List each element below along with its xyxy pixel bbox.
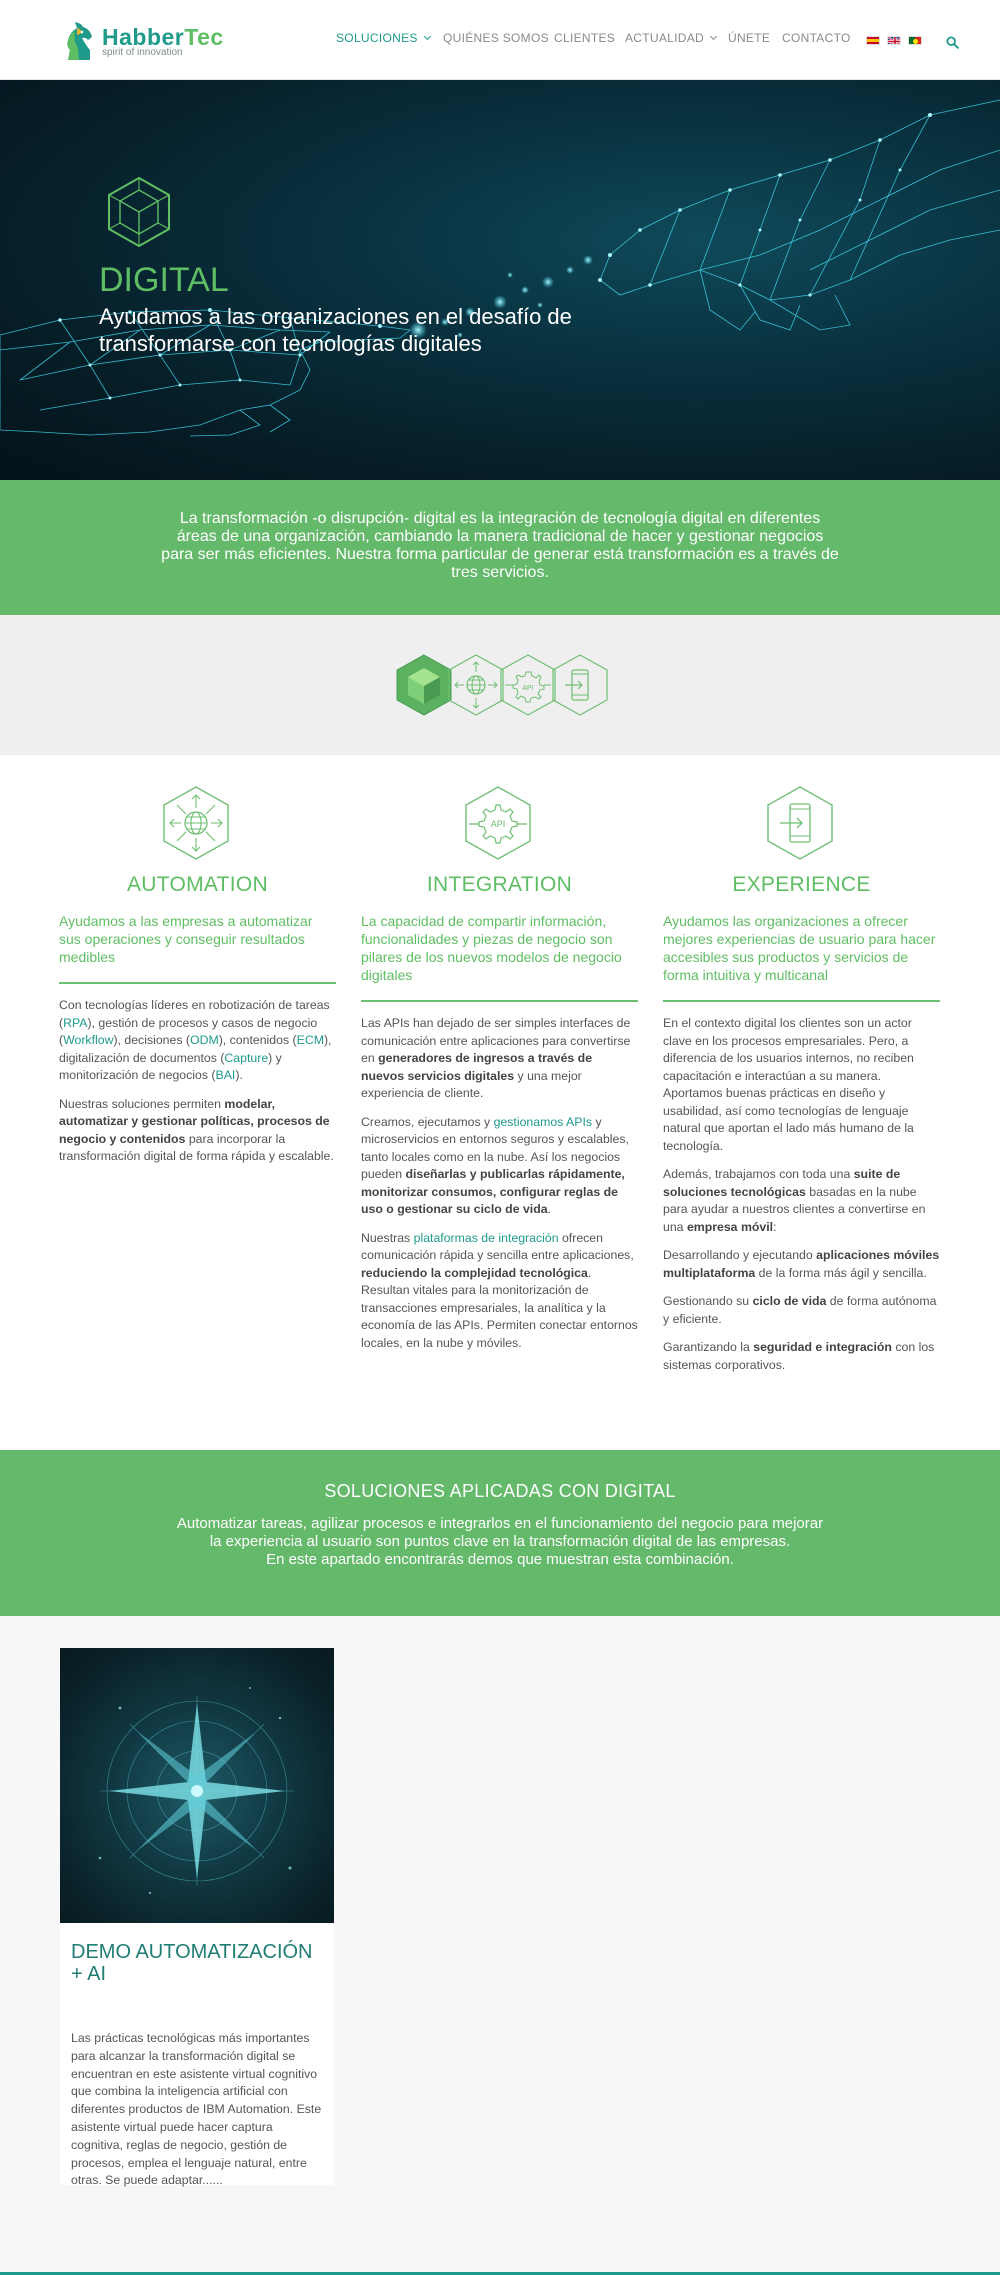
uk-flag-icon[interactable] bbox=[887, 36, 901, 45]
uk-flag-graphic bbox=[888, 37, 901, 45]
automation-lead: Ayudamos a las empresas a automatizar sus operaciones y conseguir resultados medibles bbox=[59, 913, 313, 965]
automation-title: AUTOMATION bbox=[126, 873, 269, 896]
integration-title: INTEGRATION bbox=[426, 873, 573, 896]
experience-body bbox=[663, 1015, 940, 1385]
nav-unete[interactable]: ÚNETE bbox=[728, 31, 771, 45]
integration-paragraph: Las APIs han dejado de ser simples interfaces de comunicación entre aplicaciones para convertirse en generadores de ingresos a través de nuevos servicios digitales y una mejor experiencia de cliente. bbox=[361, 1016, 631, 1100]
mobile-login-icon bbox=[765, 785, 835, 861]
services-section bbox=[0, 755, 1000, 1450]
es-flag-icon[interactable] bbox=[866, 36, 880, 45]
site-header bbox=[0, 0, 1000, 80]
demo-card-title[interactable]: DEMO AUTOMATIZACIÓN + AI bbox=[71, 1941, 313, 1985]
divider bbox=[663, 1000, 940, 1002]
automation-paragraph: Nuestras soluciones permiten modelar, automatizar y gestionar políticas, procesos de negocio y contenidos para incorporar la transformación digital de forma rápida y escalable. bbox=[59, 1096, 334, 1163]
hero-subtitle: Ayudamos a las organizaciones en el desafío de transformarse con tecnologías digitales bbox=[99, 304, 572, 356]
nav-actualidad[interactable]: ACTUALIDAD bbox=[625, 31, 716, 45]
experience-paragraph: En el contexto digital los clientes son un actor clave en los procesos empresariales. Pero, a diferencia de los usuarios internos, no reciben capacitación e interactúan a su manera. Aportamos buenas prácticas en diseño y usabilidad, así como tecnologías de lenguaje natural que aportan el lado más humano de la tecnología. bbox=[663, 1016, 914, 1153]
globe-arrows-icon bbox=[161, 785, 231, 861]
experience-paragraph: Garantizando la seguridad e integración con los sistemas corporativos. bbox=[663, 1340, 935, 1372]
rpa-link[interactable]: RPA bbox=[63, 1015, 88, 1030]
odm-link[interactable]: ODM bbox=[190, 1033, 219, 1047]
brand-tagline: spirit of innovation bbox=[102, 47, 183, 58]
cube-icon bbox=[106, 176, 172, 248]
chevron-down-icon bbox=[710, 33, 717, 40]
nav-soluciones[interactable]: SOLUCIONES bbox=[336, 31, 430, 45]
integration-paragraph: Nuestras plataformas de integración ofrecen comunicación rápida y sencilla entre aplicaciones, reduciendo la complejidad tecnológica. Resultan vitales para la monitorización de transacciones empresariales, la analítica y la economía de las APIs. Permiten conectar entornos locales, en la nube y móviles. bbox=[361, 1230, 638, 1350]
demos-section bbox=[0, 1616, 1000, 2266]
ecm-link[interactable]: ECM bbox=[296, 1033, 324, 1047]
applied-solutions-band bbox=[0, 1450, 1000, 1616]
api-gear-icon bbox=[463, 785, 533, 861]
experience-paragraph: Gestionando su ciclo de vida de forma autónoma y eficiente. bbox=[663, 1294, 937, 1326]
gestionamos-apis-link[interactable]: gestionamos APIs bbox=[493, 1114, 593, 1129]
bai-link[interactable]: BAI bbox=[215, 1068, 236, 1082]
hero-title: DIGITAL bbox=[99, 261, 229, 299]
integration-lead: La capacidad de compartir información, funcionalidades y piezas de negocio son pilares de los nuevos modelos de negocio digitales bbox=[361, 913, 622, 983]
integration-paragraph: Creamos, ejecutamos y gestionamos APIs y microservicios en entornos seguros y escalables, tanto locales como en la nube. Así los negocios pueden diseñarlas y publicarlas rápidamente, monitorizar consumos, configurar reglas de uso o gestionar su ciclo de vida. bbox=[361, 1114, 629, 1216]
hero-banner bbox=[0, 80, 1000, 480]
divider bbox=[59, 982, 336, 984]
nav-quienes-somos[interactable]: QUIÉNES SOMOS bbox=[443, 31, 549, 45]
nav-clientes[interactable]: CLIENTES bbox=[554, 31, 616, 45]
automation-body bbox=[59, 997, 336, 1177]
experience-lead: Ayudamos las organizaciones a ofrecer mejores experiencias de usuario para hacer accesibles sus productos y servicios de forma intuitiva y multicanal bbox=[663, 913, 936, 983]
pt-flag-icon[interactable] bbox=[908, 36, 922, 45]
applied-text-line: Automatizar tareas, agilizar procesos e integrarlos en el funcionamiento del negocio para mejorar la experiencia al usuario son puntos clave en la transformación digital de las empresas. bbox=[176, 1515, 824, 1550]
experience-title: EXPERIENCE bbox=[732, 873, 871, 896]
svg-text:API: API bbox=[490, 819, 506, 829]
compass-star-icon bbox=[60, 1648, 334, 1923]
demo-card-image bbox=[60, 1648, 334, 1923]
service-hex-strip bbox=[0, 615, 1000, 755]
search-icon[interactable] bbox=[946, 36, 959, 49]
experience-paragraph: Además, trabajamos con toda una suite de soluciones tecnológicas basadas en la nube para ayudar a nuestros clientes a convertirse en una empresa móvil: bbox=[663, 1167, 926, 1234]
nav-contacto[interactable]: CONTACTO bbox=[782, 31, 851, 45]
svg-text:API: API bbox=[522, 685, 534, 692]
horse-chess-logo-icon bbox=[62, 20, 98, 62]
brand-logo[interactable] bbox=[62, 20, 242, 62]
cube-icon[interactable] bbox=[395, 654, 453, 716]
api-gear-icon[interactable] bbox=[499, 654, 557, 716]
experience-paragraph: Desarrollando y ejecutando aplicaciones móviles multiplataforma de la forma más ágil y sencilla. bbox=[663, 1248, 940, 1280]
automation-paragraph: Con tecnologías líderes en robotización de tareas (RPA), gestión de procesos y casos de negocio (Workflow), decisiones (ODM), contenidos (ECM), digitalización de documentos (Capture) y monitorización de negocios (BAI). bbox=[59, 998, 332, 1082]
brand-name: HabberTec bbox=[102, 24, 224, 50]
capture-link[interactable]: Capture bbox=[224, 1050, 269, 1065]
demo-card-text: Las prácticas tecnológicas más importantes para alcanzar la transformación digital se encuentran en este asistente virtual cognitivo que combina la inteligencia artificial con diferentes productos de IBM Automation. Este asistente virtual puede hacer captura cognitiva, reglas de negocio, gestión de procesos, emplea el lenguaje natural, entre otras. Se puede adaptar...... bbox=[71, 2031, 322, 2188]
demo-card[interactable] bbox=[60, 1648, 334, 2188]
applied-text-line: En este apartado encontrarás demos que muestran esta combinación. bbox=[266, 1551, 734, 1568]
plataformas-integracion-link[interactable]: plataformas de integración bbox=[413, 1230, 559, 1245]
chevron-down-icon bbox=[424, 33, 431, 40]
divider bbox=[361, 1000, 638, 1002]
mobile-login-icon[interactable] bbox=[551, 654, 609, 716]
intro-text: La transformación -o disrupción- digital es la integración de tecnología digital en diferentes áreas de una organización, cambiando la manera tradicional de hacer y gestionar negocios para ser más eficientes. Nuestra forma particular de generar está transformación es a través de tres servicios. bbox=[161, 510, 839, 581]
applied-title: SOLUCIONES APLICADAS CON DIGITAL bbox=[324, 1481, 676, 1501]
integration-body bbox=[361, 1015, 638, 1363]
workflow-link[interactable]: Workflow bbox=[63, 1033, 114, 1047]
applied-text bbox=[170, 1515, 830, 1569]
globe-arrows-icon[interactable] bbox=[447, 654, 505, 716]
intro-band bbox=[0, 480, 1000, 615]
